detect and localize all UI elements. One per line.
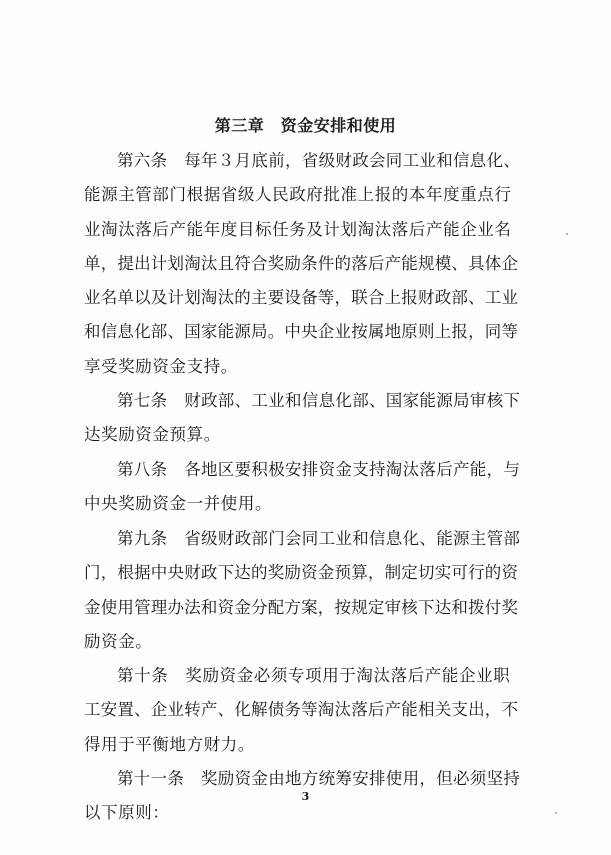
article-9-line-1: 第九条 省级财政部门会同工业和信息化、能源主管部 [117,529,520,548]
article-6-line-7: 享受奖励资金支持。 [84,356,238,376]
article-11-line-1: 第十一条 奖励资金由地方统筹安排使用，但必须坚持 [117,769,520,788]
article-6-line-6: 和信息化部、国家能源局。中央企业按属地原则上报，同等 [84,322,519,342]
article-8-line-2: 中央奖励资金一并使用。 [84,494,273,514]
article-6-paragraph [84,144,520,384]
chapter-title: 第三章 资金安排和使用 [214,116,397,135]
article-9-line-2: 门，根据中央财政下达的奖励资金预算，制定切实可行的资 [84,563,519,583]
article-9-paragraph [84,522,520,659]
scan-speck [566,233,568,235]
scan-speck [555,812,557,814]
article-8-line-1: 第八条 各地区要积极安排资金支持淘汰落后产能，与 [117,460,520,479]
article-10-line-1: 第十条 奖励资金必须专项用于淘汰落后产能企业职 [117,666,511,685]
page-number: 3 [301,790,310,803]
article-11-line-2: 以下原则： [84,803,170,823]
article-8-paragraph [84,453,520,522]
article-10-line-3: 得用于平衡地方财力。 [84,734,255,754]
article-6-line-4: 单，提出计划淘汰且符合奖励条件的落后产能规模、具体企 [84,253,519,273]
article-7-line-2: 达奖励资金预算。 [84,425,221,445]
article-6-line-1: 第六条 每年３月底前，省级财政会同工业和信息化、 [117,151,520,170]
article-6-line-5: 业名单以及计划淘汰的主要设备等，联合上报财政部、工业 [84,288,519,308]
article-10-line-2: 工安置、企业转产、化解债务等淘汰落后产能相关支出，不 [84,700,519,720]
article-9-line-4: 励资金。 [84,631,153,651]
article-6-line-3: 业淘汰落后产能年度目标任务及计划淘汰落后产能企业名 [84,219,512,239]
article-9-line-3: 金使用管理办法和资金分配方案，按规定审核下达和拨付奖 [84,597,519,617]
article-6-line-2: 能源主管部门根据省级人民政府批准上报的本年度重点行 [84,185,512,205]
article-7-paragraph [84,384,520,453]
article-10-paragraph [84,659,520,762]
article-7-line-1: 第七条 财政部、工业和信息化部、国家能源局审核下 [117,391,520,410]
